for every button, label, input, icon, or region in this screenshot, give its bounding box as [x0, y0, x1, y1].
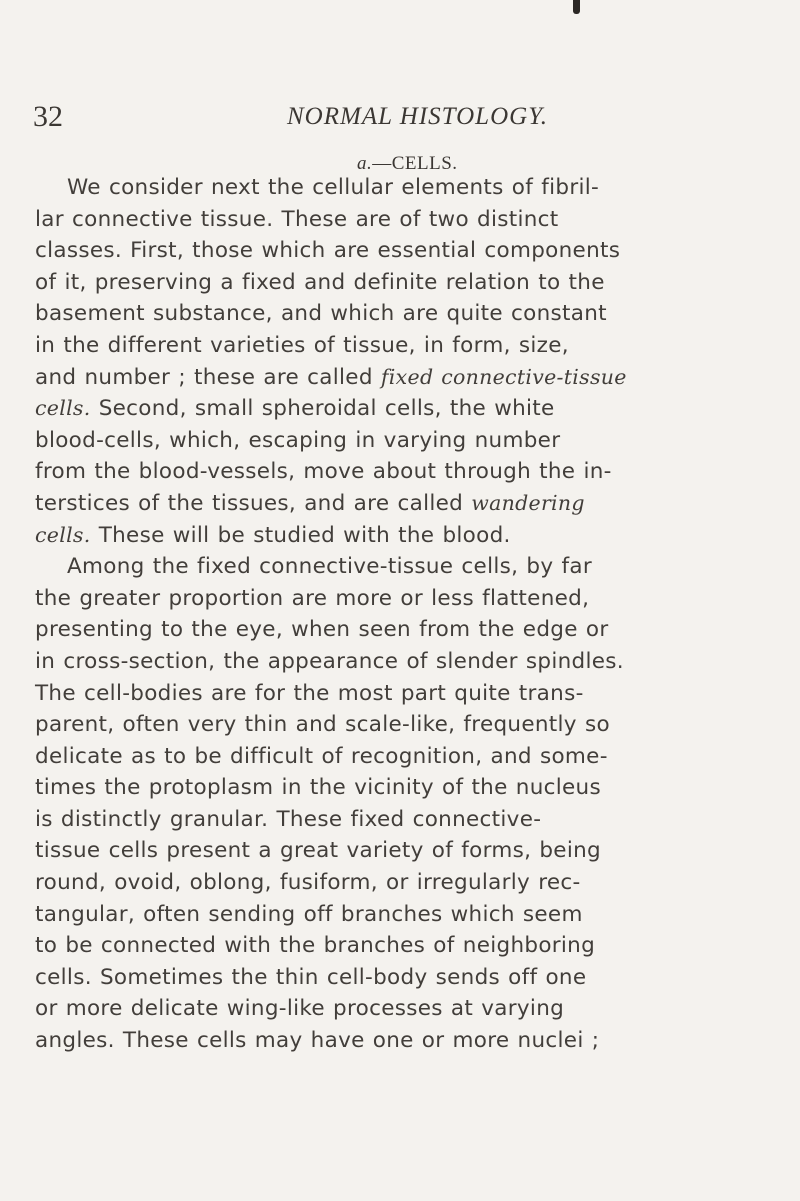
scan-mark — [573, 0, 580, 14]
page-number: 32 — [33, 100, 63, 133]
text-line: classes. First, those which are essential components — [35, 238, 621, 264]
text-line: the greater proportion are more or less flattened, — [35, 585, 590, 611]
text-line: in cross-section, the appearance of slender spindles. — [35, 648, 624, 674]
text-line: basement substance, and which are quite constant — [35, 301, 607, 327]
text-line: delicate as to be difficult of recognition, and some- — [35, 743, 608, 769]
text-line: The cell-bodies are for the most part quite trans- — [35, 680, 584, 706]
text-line: from the blood-vessels, move about through the in- — [35, 459, 612, 485]
text-line: to be connected with the branches of neighboring — [35, 933, 596, 959]
section-title: —CELLS. — [372, 153, 458, 174]
text-line: blood-cells, which, escaping in varying number — [35, 427, 561, 453]
text-line: lar connective tissue. These are of two distinct — [35, 206, 559, 232]
italic-term: fixed connective-tissue — [380, 364, 627, 389]
text-line: parent, often very thin and scale-like, frequently so — [35, 712, 610, 738]
text-line: Among the fixed connective-tissue cells, by far — [67, 554, 592, 580]
text-line: angles. These cells may have one or more nuclei ; — [35, 1028, 600, 1054]
text-line: times the protoplasm in the vicinity of the nucleus — [35, 775, 601, 801]
text-line: in the different varieties of tissue, in form, size, — [35, 332, 569, 358]
text-line: of it, preserving a fixed and definite relation to the — [35, 269, 605, 295]
text-line: terstices of the tissues, and are called wandering — [35, 490, 585, 516]
text-line: cells. Sometimes the thin cell-body sends off one — [35, 964, 587, 990]
text-line: cells. Second, small spheroidal cells, the white — [35, 396, 555, 422]
text-line: We consider next the cellular elements of fibril- — [67, 175, 600, 200]
section-letter: a. — [357, 153, 373, 174]
page-header — [0, 100, 800, 136]
text-line: cells. These will be studied with the blood. — [35, 522, 511, 548]
text-line: round, ovoid, oblong, fusiform, or irregularly rec- — [35, 870, 581, 896]
italic-term: cells. — [35, 522, 91, 547]
text-line: and number ; these are called fixed connective-tissue — [35, 364, 627, 390]
text-line: is distinctly granular. These fixed connective- — [35, 806, 542, 832]
text-line: tissue cells present a great variety of forms, being — [35, 838, 601, 864]
text-line: presenting to the eye, when seen from the edge or — [35, 617, 609, 643]
italic-term: wandering — [471, 490, 585, 515]
text-line: or more delicate wing-like processes at varying — [35, 996, 565, 1022]
body-text — [35, 172, 795, 1057]
running-title: NORMAL HISTOLOGY. — [287, 103, 549, 130]
text-line: tangular, often sending off branches which seem — [35, 901, 583, 927]
italic-term: cells. — [35, 396, 91, 421]
